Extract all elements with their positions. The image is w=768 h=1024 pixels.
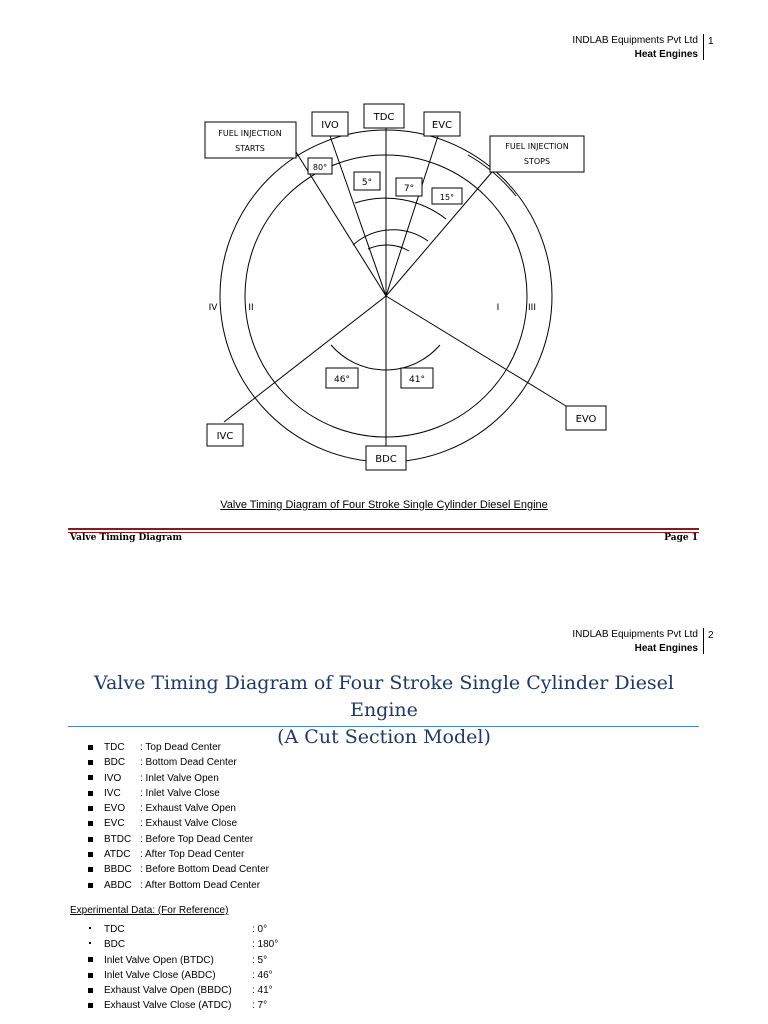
angle-7-label: 7° (403, 184, 415, 194)
title-line-1: Valve Timing Diagram of Four Stroke Single Cylinder Diesel Engine (93, 672, 675, 721)
header-company: INDLAB Equipments Pvt Ltd (572, 629, 698, 640)
footer-right: Page 1 (664, 533, 698, 543)
page-header (572, 628, 698, 656)
header-divider (703, 628, 704, 654)
fuel-stop-label-2: STOPS (523, 157, 551, 166)
exp-value: : 41° (252, 985, 273, 997)
footer-rule (68, 528, 699, 530)
bullet-icon (88, 775, 93, 780)
tdc-label: TDC (373, 112, 395, 123)
title-line-2: (A Cut Section Model) (277, 726, 491, 748)
stroke-iv-label: IV (208, 303, 218, 313)
ivc-label: IVC (216, 431, 234, 442)
list-item (88, 968, 278, 983)
abbr-meaning: : Before Bottom Dead Center (140, 864, 269, 876)
abbr-term: ATDC (104, 849, 131, 861)
bullet-icon (88, 806, 93, 811)
abbr-meaning: : Bottom Dead Center (140, 757, 237, 769)
bullet-icon (88, 821, 93, 826)
footer-left: Valve Timing Diagram (70, 533, 182, 543)
exp-value: : 5° (252, 954, 268, 966)
header-page-number: 2 (708, 630, 714, 641)
evo-line (386, 296, 566, 406)
bullet-icon (88, 745, 93, 750)
abbr-term: EVC (104, 818, 125, 830)
angle-15-label: 15° (439, 193, 455, 202)
page-title (60, 670, 708, 751)
bullet-icon (88, 883, 93, 888)
bdc-label: BDC (375, 454, 397, 465)
list-item (88, 937, 278, 952)
experimental-list (88, 922, 278, 1014)
evc-label: EVC (431, 120, 453, 131)
list-item (88, 878, 269, 893)
diagram-caption: Valve Timing Diagram of Four Stroke Single Cylinder Diesel Engine (220, 499, 548, 511)
abbr-term: BDC (104, 757, 126, 769)
abbr-term: IVC (104, 787, 121, 799)
list-item (88, 983, 278, 998)
abbr-meaning: : Exhaust Valve Open (140, 803, 236, 815)
abbr-meaning: : Inlet Valve Close (140, 787, 220, 799)
abbr-term: BTDC (104, 833, 132, 845)
ivo-line (330, 136, 386, 296)
abbr-meaning: : After Top Dead Center (140, 849, 245, 861)
exp-label: Exhaust Valve Close (ATDC) (104, 1000, 232, 1012)
abbr-term: BBDC (104, 864, 132, 876)
small-arc (368, 245, 409, 251)
exp-label: TDC (104, 924, 125, 935)
angle-41-label: 41° (409, 375, 425, 385)
abbr-meaning: : Top Dead Center (140, 742, 221, 753)
abbr-meaning: : Exhaust Valve Close (140, 818, 238, 830)
list-item (88, 771, 269, 786)
exp-value: : 7° (252, 1000, 268, 1012)
stroke-iii-label: III (528, 303, 536, 313)
fuel-start-label-2: STARTS (235, 144, 265, 153)
angle-80-label: 80° (312, 163, 328, 172)
ivo-evc-arc (353, 230, 428, 245)
list-item (88, 740, 269, 755)
fuel-stop-label-1: FUEL INJECTION (505, 142, 569, 151)
abbr-meaning: : Inlet Valve Open (140, 772, 219, 784)
bullet-icon (88, 837, 93, 842)
bullet-icon (88, 852, 93, 857)
abbr-term: TDC (104, 742, 125, 753)
header-subject: Heat Engines (634, 49, 698, 60)
list-item (88, 801, 269, 816)
page-2 (0, 612, 768, 1024)
evo-label: EVO (575, 414, 597, 425)
header-subject: Heat Engines (634, 643, 698, 654)
title-rule (68, 726, 699, 727)
ivc-line (224, 296, 386, 422)
bullet-icon (89, 942, 91, 944)
exp-value: : 46° (252, 969, 273, 981)
bullet-icon (88, 957, 93, 962)
list-item (88, 816, 269, 831)
bullet-icon (88, 973, 93, 978)
exp-label: Inlet Valve Open (BTDC) (104, 954, 214, 966)
abbr-meaning: : Before Top Dead Center (140, 833, 254, 845)
bullet-icon (88, 760, 93, 765)
abbr-term: EVO (104, 803, 126, 815)
stroke-ii-label: II (248, 303, 254, 313)
list-item (88, 847, 269, 862)
abbr-term: IVO (104, 772, 122, 784)
bullet-icon (88, 791, 93, 796)
list-item (88, 755, 269, 770)
exp-label: BDC (104, 939, 126, 951)
fuel-start-label-1: FUEL INJECTION (218, 129, 282, 138)
header-page-number: 1 (708, 36, 714, 47)
list-item (88, 922, 278, 937)
stroke-i-label: I (496, 303, 500, 313)
exp-label: Exhaust Valve Open (BBDC) (104, 985, 232, 997)
abbr-term: ABDC (104, 879, 132, 891)
angle-5-label: 5° (361, 178, 373, 188)
abbr-meaning: : After Bottom Dead Center (140, 879, 261, 891)
ivo-label: IVO (321, 120, 339, 131)
bullet-icon (88, 988, 93, 993)
list-item (88, 953, 278, 968)
bullet-icon (89, 927, 91, 929)
list-item (88, 998, 278, 1013)
experimental-heading: Experimental Data: (For Reference) (70, 905, 229, 916)
angle-46-label: 46° (334, 375, 350, 385)
abbreviation-list (88, 740, 269, 893)
bullet-icon (88, 867, 93, 872)
exp-label: Inlet Valve Close (ABDC) (104, 969, 216, 981)
bullet-icon (88, 1003, 93, 1008)
exp-value: : 0° (252, 924, 268, 935)
header-company: INDLAB Equipments Pvt Ltd (572, 35, 698, 46)
list-item (88, 832, 269, 847)
exp-value: : 180° (252, 939, 279, 951)
list-item (88, 862, 269, 877)
evc-line (386, 136, 438, 296)
list-item (88, 786, 269, 801)
